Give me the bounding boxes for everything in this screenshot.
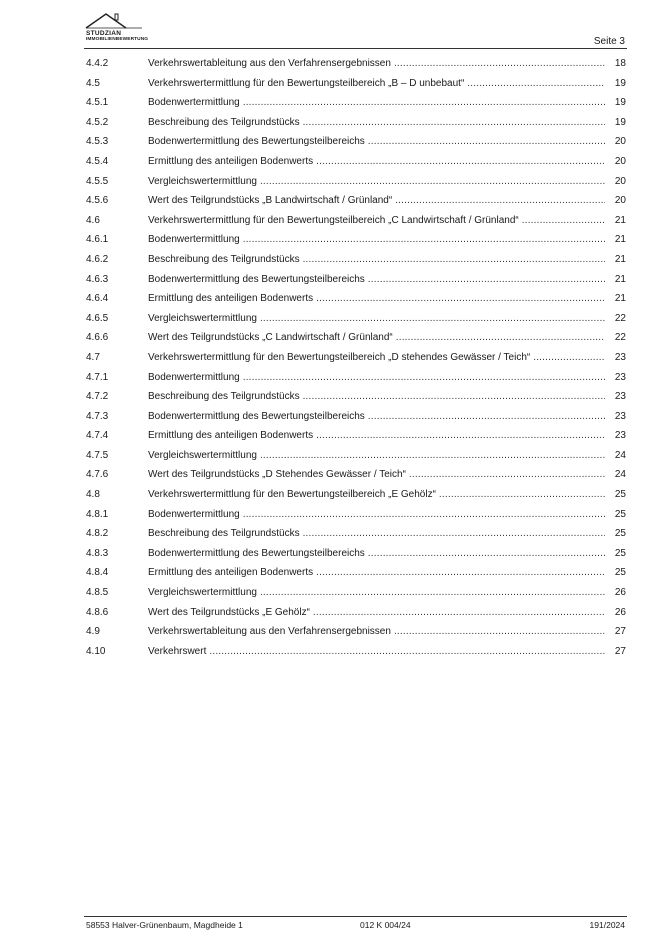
toc-entry-number: 4.5.3: [86, 136, 109, 148]
toc-dot-leader: [394, 626, 605, 637]
toc-entry[interactable]: [86, 607, 626, 627]
toc-entry-page: 20: [614, 175, 626, 187]
toc-entry-number: 4.7.1: [86, 371, 109, 383]
toc-entry-title: Vergleichswertermittlung: [148, 587, 257, 599]
toc-entry[interactable]: [86, 313, 626, 333]
toc-dot-leader: [243, 509, 605, 520]
toc-entry-title: Bodenwertermittlung des Bewertungsteilbereichs: [148, 273, 365, 285]
toc-entry[interactable]: [86, 391, 626, 411]
company-logo: [84, 10, 164, 44]
toc-entry[interactable]: [86, 254, 626, 274]
toc-entry-title: Wert des Teilgrundstücks „D Stehendes Gewässer / Teich“: [148, 469, 406, 481]
toc-entry[interactable]: [86, 176, 626, 196]
toc-dot-leader: [522, 215, 605, 226]
toc-entry-page: 27: [614, 645, 626, 657]
toc-entry-title: Bodenwertermittlung: [148, 371, 240, 383]
toc-entry-number: 4.8.3: [86, 547, 109, 559]
toc-entry-page: 27: [614, 626, 626, 638]
toc-entry-page: 23: [614, 391, 626, 403]
toc-dot-leader: [396, 332, 605, 343]
toc-dot-leader: [243, 97, 605, 108]
toc-entry[interactable]: [86, 509, 626, 529]
toc-entry-number: 4.5.6: [86, 195, 109, 207]
toc-entry-title: Vergleichswertermittlung: [148, 312, 257, 324]
toc-dot-leader: [303, 117, 605, 128]
toc-entry[interactable]: [86, 274, 626, 294]
toc-dot-leader: [260, 176, 605, 187]
toc-entry-page: 20: [614, 195, 626, 207]
toc-entry-page: 21: [614, 214, 626, 226]
toc-entry-title: Ermittlung des anteiligen Bodenwerts: [148, 567, 314, 579]
toc-entry-title: Bodenwertermittlung des Bewertungsteilbereichs: [148, 410, 365, 422]
toc-dot-leader: [316, 293, 605, 304]
toc-dot-leader: [243, 234, 605, 245]
toc-entry[interactable]: [86, 293, 626, 313]
toc-dot-leader: [313, 607, 605, 618]
toc-entry-number: 4.4.2: [86, 58, 109, 69]
toc-entry[interactable]: [86, 548, 626, 568]
toc-entry-number: 4.5.1: [86, 97, 109, 109]
toc-entry-page: 19: [614, 77, 626, 89]
toc-dot-leader: [368, 136, 605, 147]
toc-entry-page: 21: [614, 234, 626, 246]
toc-entry[interactable]: [86, 215, 626, 235]
toc-entry-number: 4.6: [86, 214, 100, 226]
toc-entry-title: Bodenwertermittlung: [148, 508, 240, 520]
toc-entry-title: Ermittlung des anteiligen Bodenwerts: [148, 430, 314, 442]
toc-entry-page: 20: [614, 155, 626, 167]
toc-entry-number: 4.6.1: [86, 234, 109, 246]
toc-entry-page: 24: [614, 449, 626, 461]
toc-entry[interactable]: [86, 78, 626, 98]
toc-dot-leader: [243, 372, 605, 383]
toc-entry[interactable]: [86, 234, 626, 254]
toc-dot-leader: [260, 450, 605, 461]
toc-entry-page: 26: [614, 587, 626, 599]
toc-dot-leader: [303, 528, 605, 539]
toc-entry[interactable]: [86, 411, 626, 431]
toc-entry-title: Verkehrswert: [148, 645, 207, 657]
toc-entry[interactable]: [86, 195, 626, 215]
toc-dot-leader: [409, 469, 605, 480]
toc-entry-page: 19: [614, 97, 626, 109]
toc-entry-title: Wert des Teilgrundstücks „C Landwirtschaft / Grünland“: [148, 332, 393, 344]
toc-dot-leader: [260, 313, 605, 324]
toc-entry-number: 4.6.4: [86, 293, 109, 305]
toc-entry-page: 23: [614, 351, 626, 363]
toc-entry-title: Ermittlung des anteiligen Bodenwerts: [148, 293, 314, 305]
toc-entry-number: 4.8.4: [86, 567, 109, 579]
toc-entry-title: Bodenwertermittlung des Bewertungsteilbereichs: [148, 136, 365, 148]
toc-dot-leader: [368, 274, 605, 285]
toc-entry[interactable]: [86, 646, 626, 666]
footer-case-number: 012 K 004/24: [360, 920, 411, 930]
footer-reference: 191/2024: [589, 920, 625, 930]
toc-entry-number: 4.8.2: [86, 528, 109, 540]
page-number: Seite 3: [593, 36, 625, 47]
toc-entry-number: 4.5.2: [86, 116, 109, 128]
toc-dot-leader: [394, 58, 605, 69]
toc-entry[interactable]: [86, 450, 626, 470]
toc-entry-title: Verkehrswertermittlung für den Bewertungsteilbereich „B – D unbebaut“: [148, 77, 465, 89]
toc-dot-leader: [395, 195, 605, 206]
toc-entry-number: 4.8: [86, 489, 100, 501]
toc-dot-leader: [316, 156, 605, 167]
toc-entry-page: 23: [614, 410, 626, 422]
toc-entry-number: 4.7.3: [86, 410, 109, 422]
toc-entry-page: 25: [614, 528, 626, 540]
toc-entry[interactable]: [86, 352, 626, 372]
toc-entry-title: Verkehrswertableitung aus den Verfahrensergebnissen: [148, 58, 391, 69]
toc-entry[interactable]: [86, 372, 626, 392]
toc-entry[interactable]: [86, 528, 626, 548]
toc-entry-title: Wert des Teilgrundstücks „B Landwirtschaft / Grünland“: [148, 195, 393, 207]
toc-dot-leader: [368, 411, 605, 422]
house-roof-icon: [84, 10, 144, 30]
toc-entry[interactable]: [86, 587, 626, 607]
toc-entry-page: 23: [614, 371, 626, 383]
toc-entry-page: 21: [614, 253, 626, 265]
toc-entry[interactable]: [86, 136, 626, 156]
toc-entry-page: 19: [614, 116, 626, 128]
footer-divider: [84, 916, 627, 917]
toc-entry-page: 20: [614, 136, 626, 148]
toc-entry-number: 4.8.6: [86, 606, 109, 618]
toc-entry-page: 22: [614, 332, 626, 344]
toc-entry[interactable]: [86, 58, 626, 78]
toc-entry-page: 21: [614, 273, 626, 285]
toc-entry-number: 4.8.5: [86, 587, 109, 599]
toc-entry[interactable]: [86, 567, 626, 587]
toc-entry[interactable]: [86, 97, 626, 117]
toc-entry[interactable]: [86, 332, 626, 352]
toc-entry-number: 4.7.5: [86, 449, 109, 461]
logo-subtitle: IMMOBILIENBEWERTUNG: [86, 37, 149, 42]
toc-entry-title: Beschreibung des Teilgrundstücks: [148, 391, 300, 403]
toc-entry-page: 26: [614, 606, 626, 618]
toc-entry-number: 4.5: [86, 77, 100, 89]
toc-entry-page: 25: [614, 567, 626, 579]
toc-dot-leader: [533, 352, 605, 363]
toc-entry-number: 4.7.2: [86, 391, 109, 403]
toc-entry-title: Vergleichswertermittlung: [148, 449, 257, 461]
toc-entry-number: 4.10: [86, 645, 106, 657]
toc-entry-number: 4.6.5: [86, 312, 109, 324]
header-divider: [84, 48, 627, 49]
toc-dot-leader: [303, 391, 605, 402]
toc-entry[interactable]: [86, 626, 626, 646]
logo-wordmark: STUDZIAN: [86, 30, 122, 37]
toc-entry[interactable]: [86, 469, 626, 489]
toc-entry-number: 4.7.6: [86, 469, 109, 481]
toc-entry-page: 23: [614, 430, 626, 442]
toc-entry-title: Verkehrswertermittlung für den Bewertungsteilbereich „C Landwirtschaft / Grünland“: [148, 214, 519, 226]
toc-entry-number: 4.5.4: [86, 155, 109, 167]
toc-entry-title: Ermittlung des anteiligen Bodenwerts: [148, 155, 314, 167]
toc-dot-leader: [316, 430, 605, 441]
toc-entry-title: Wert des Teilgrundstücks „E Gehölz“: [148, 606, 310, 618]
toc-entry[interactable]: [86, 489, 626, 509]
toc-entry-page: 25: [614, 547, 626, 559]
toc-entry-title: Verkehrswertermittlung für den Bewertungsteilbereich „D stehendes Gewässer / Teich“: [148, 351, 531, 363]
toc-entry-title: Verkehrswertermittlung für den Bewertungsteilbereich „E Gehölz“: [148, 489, 436, 501]
toc-dot-leader: [303, 254, 605, 265]
toc-entry-number: 4.6.2: [86, 253, 109, 265]
toc-dot-leader: [260, 587, 605, 598]
toc-entry-page: 21: [614, 293, 626, 305]
toc-entry-number: 4.7: [86, 351, 100, 363]
toc-entry-title: Beschreibung des Teilgrundstücks: [148, 528, 300, 540]
toc-entry-number: 4.5.5: [86, 175, 109, 187]
toc-entry-page: 25: [614, 508, 626, 520]
toc-entry-page: 18: [614, 58, 626, 69]
toc-dot-leader: [368, 548, 605, 559]
toc-entry-title: Verkehrswertableitung aus den Verfahrensergebnissen: [148, 626, 391, 638]
toc-entry[interactable]: [86, 117, 626, 137]
toc-entry-title: Bodenwertermittlung des Bewertungsteilbereichs: [148, 547, 365, 559]
toc-entry-title: Bodenwertermittlung: [148, 234, 240, 246]
toc-entry-number: 4.6.3: [86, 273, 109, 285]
toc-entry-title: Beschreibung des Teilgrundstücks: [148, 116, 300, 128]
toc-entry-number: 4.6.6: [86, 332, 109, 344]
toc-dot-leader: [209, 646, 605, 657]
toc-entry-number: 4.9: [86, 626, 100, 638]
toc-entry-page: 24: [614, 469, 626, 481]
toc-dot-leader: [467, 78, 605, 89]
toc-entry-title: Beschreibung des Teilgrundstücks: [148, 253, 300, 265]
toc-entry-number: 4.8.1: [86, 508, 109, 520]
toc-entry-page: 25: [614, 489, 626, 501]
table-of-contents: [86, 58, 626, 665]
toc-entry-number: 4.7.4: [86, 430, 109, 442]
toc-entry[interactable]: [86, 430, 626, 450]
toc-dot-leader: [316, 567, 605, 578]
toc-entry-page: 22: [614, 312, 626, 324]
toc-entry[interactable]: [86, 156, 626, 176]
toc-dot-leader: [439, 489, 605, 500]
toc-entry-title: Vergleichswertermittlung: [148, 175, 257, 187]
footer-address: 58553 Halver-Grünenbaum, Magdheide 1: [86, 920, 243, 930]
toc-entry-title: Bodenwertermittlung: [148, 97, 240, 109]
